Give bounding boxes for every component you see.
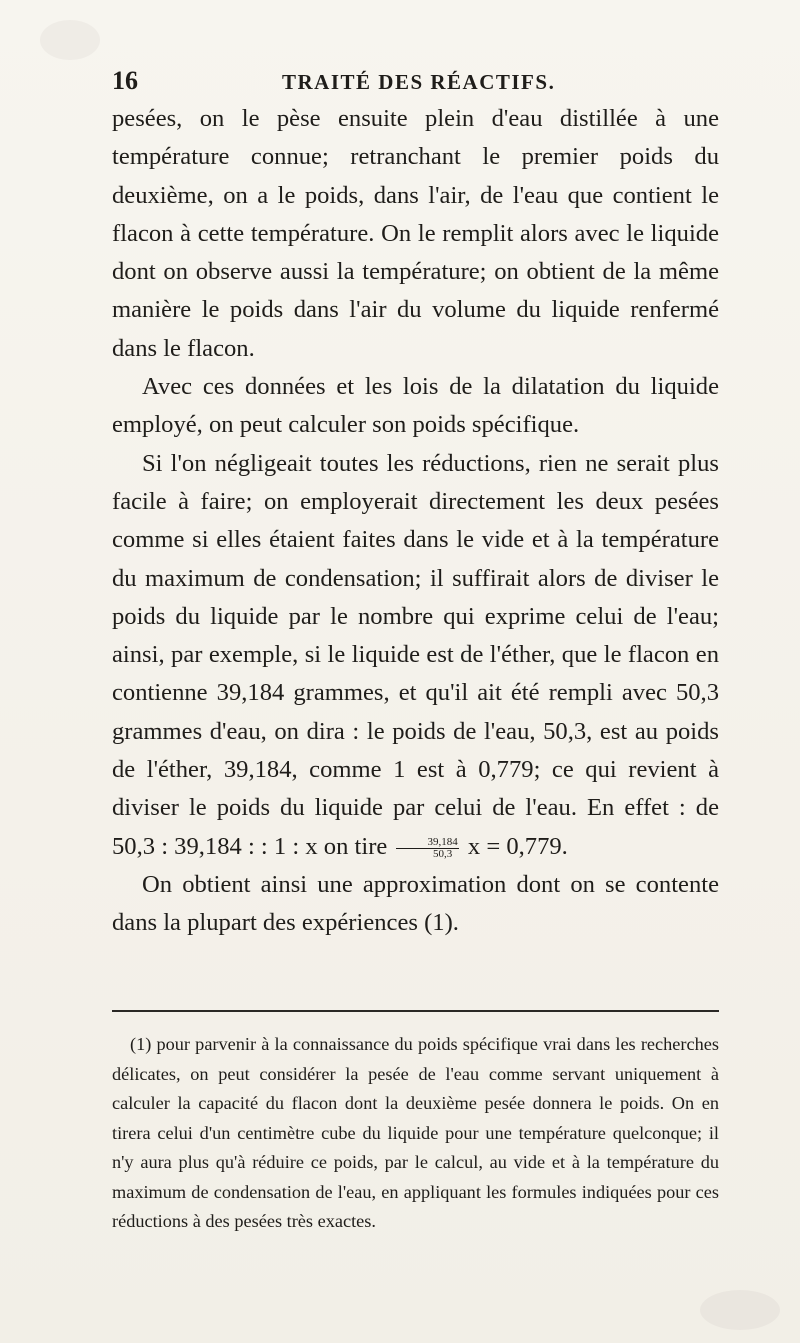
paragraph-text: Si l'on négligeait toutes les réductions, rien ne serait plus facile à faire; on employerait directement les deux pesées comme si elles étaient faites dans le vide et à la température du maximum de condensation; il suffirait alors de diviser le poids du liquide par le nombre qui exprime celui de l'eau; ainsi, par exemple, si le liquide est de l'éther, que le flacon en contienne 39,184 grammes, et qu'il ait été rempli avec 50,3 grammes d'eau, on dira : le poids de l'eau, 50,3, est au poids de l'éther, 39,184, comme 1 est à 0,779; ce qui revient à diviser le poids du liquide par celui de l'eau. En effet : de 50,3 : 39,184 : : 1 : x on tire xyxy=(112,449,719,860)
paper-stain xyxy=(40,20,100,60)
paragraph xyxy=(112,445,719,866)
paragraph: On obtient ainsi une approximation dont on se contente dans la plupart des expériences (1). xyxy=(112,870,719,937)
footnote-divider xyxy=(112,1010,719,1012)
fraction xyxy=(396,837,458,860)
fraction-denominator: 50,3 xyxy=(432,847,453,860)
page-header xyxy=(112,66,702,96)
paragraph: Avec ces données et les lois de la dilatation du liquide employé, on peut calculer son poids spécifique. xyxy=(112,373,719,439)
paper-stain xyxy=(700,1290,780,1330)
footnote xyxy=(112,1030,719,1237)
fraction-numerator: 39,184 xyxy=(396,837,458,849)
paragraph: pesées, on le pèse ensuite plein d'eau distillée à une température connue; retranchant le premier poids du deuxième, on a le poids, dans l'air, de l'eau que contient le flacon à cette température. On le remplit alors avec le liquide dont on observe aussi la température; on obtient de la même manière le poids dans l'air du volume du liquide renfermé dans le flacon. xyxy=(112,105,719,362)
equation-result: x = 0,779. xyxy=(467,832,568,860)
running-title: TRAITÉ DES RÉACTIFS. xyxy=(282,70,556,94)
main-text xyxy=(112,100,719,943)
footnote-text: (1) pour parvenir à la connaissance du poids spécifique vrai dans les recherches délicates, on peut considérer la pesée de l'eau comme servant uniquement à calculer la capacité du flacon dont la deuxième pesée donnera le poids. On en tirera celui d'un centimètre cube du liquide pour une température quelconque; il n'y aura plus qu'à réduire ce poids, par le calcul, au vide et à la température du maximum de condensation de l'eau, en appliquant les formules indiquées pour ces réductions à des pesées très exactes. xyxy=(112,1034,719,1231)
page-number: 16 xyxy=(112,66,138,95)
